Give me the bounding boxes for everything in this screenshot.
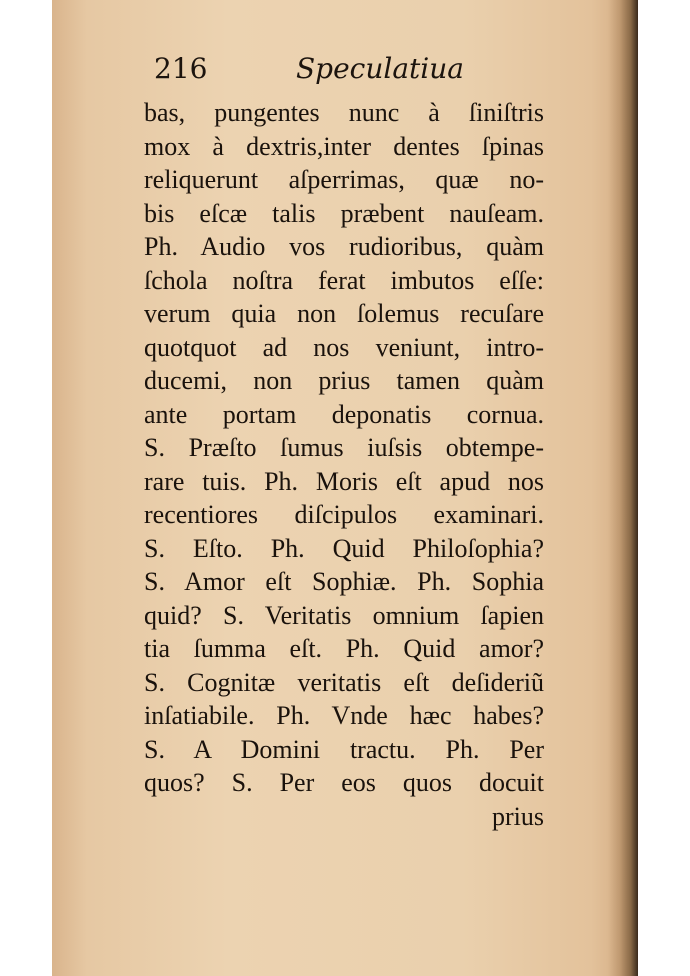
text-line: quotquot ad nos veniunt, intro- (144, 332, 544, 362)
text-line: mox à dextris,inter dentes ſpinas (144, 131, 544, 161)
text-line: Ph. Audio vos rudioribus, quàm (144, 232, 544, 261)
page-header (144, 50, 544, 90)
text-line: ducemi, non prius tamen quàm (144, 366, 544, 395)
text-line: reliquerunt aſperrimas, quæ no- (144, 165, 544, 194)
text-line: bis eſcæ talis præbent nauſeam. (144, 198, 544, 228)
text-line: quid? S. Veritatis omnium ſapien (144, 600, 544, 630)
page-number: 216 (154, 52, 208, 85)
text-line: S. Amor eſt Sophiæ. Ph. Sophia (144, 567, 544, 596)
text-line: quos? S. Per eos quos docuit (144, 768, 544, 797)
page-spine-shadow (608, 0, 638, 976)
text-line: S. A Domini tractu. Ph. Per (144, 734, 544, 764)
text-line: tia ſumma eſt. Ph. Quid amor? (144, 634, 544, 663)
text-line: verum quia non ſolemus recuſare (144, 299, 544, 328)
text-line: ante portam deponatis cornua. (144, 399, 544, 429)
text-line: S. Eſto. Ph. Quid Philoſophia? (144, 533, 544, 563)
text-line: rare tuis. Ph. Moris eſt apud nos (144, 466, 544, 496)
text-line: bas, pungentes nunc à ſiniſtris (144, 98, 544, 127)
running-title: Speculatiua (296, 52, 464, 85)
text-line: S. Cognitæ veritatis eſt deſideriũ (144, 667, 544, 697)
book-page (52, 0, 638, 976)
catchword: prius (492, 801, 544, 831)
text-line: recentiores diſcipulos examinari. (144, 500, 544, 529)
body-text (144, 96, 544, 833)
text-line: inſatiabile. Ph. Vnde hæc habes? (144, 701, 544, 730)
text-line: S. Præſto ſumus iuſsis obtempe- (144, 433, 544, 462)
text-line: ſchola noſtra ferat imbutos eſſe: (144, 265, 544, 295)
